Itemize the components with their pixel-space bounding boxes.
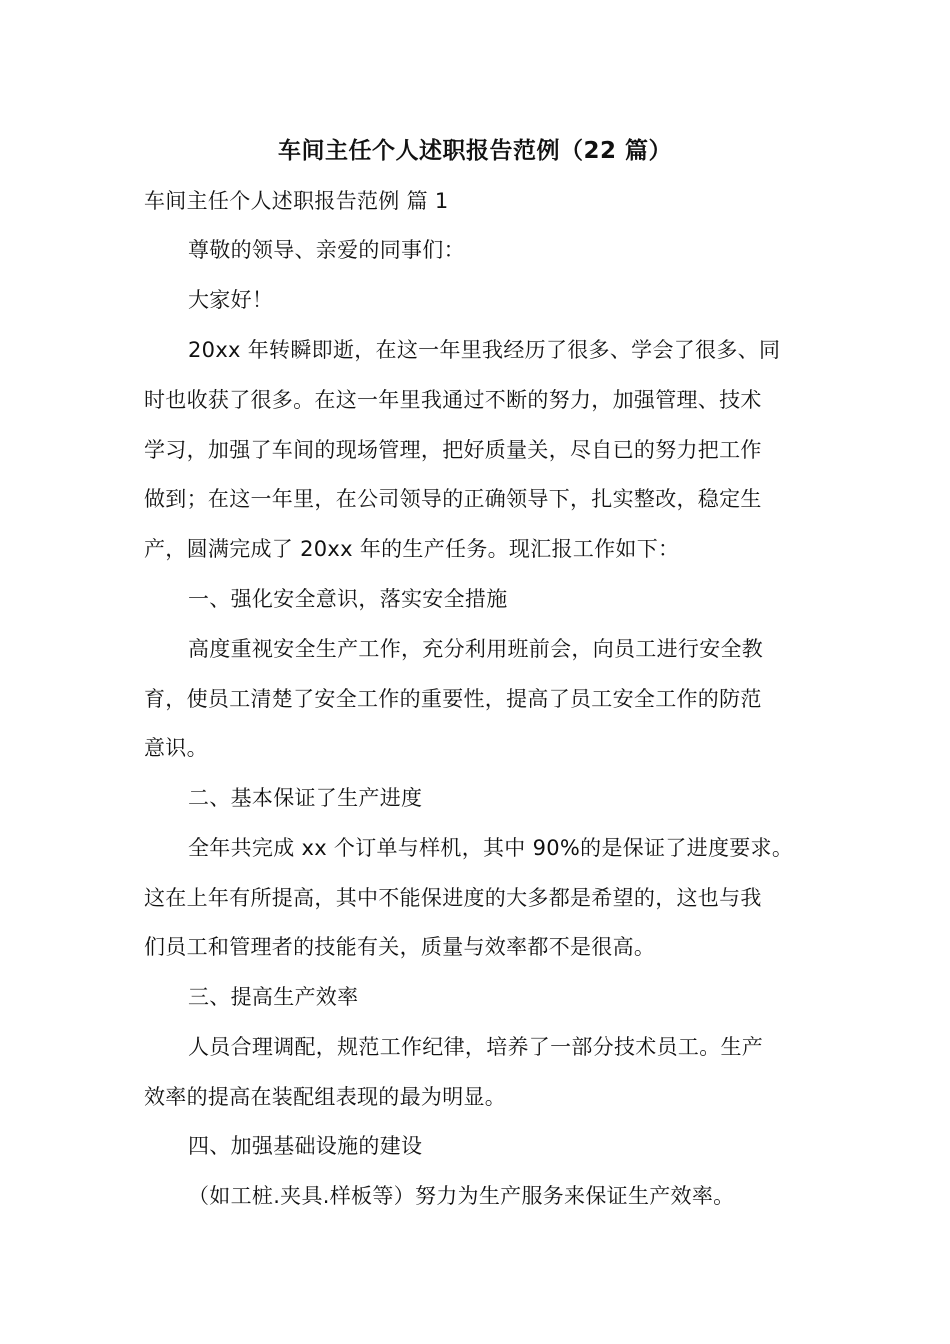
document-title: 车间主任个人述职报告范例（22 篇） xyxy=(277,138,672,164)
salutation: 尊敬的领导、亲爱的同事们： xyxy=(188,238,465,262)
body-line: 效率的提高在装配组表现的最为明显。 xyxy=(144,1085,507,1109)
body-line: （如工桩.夹具.样板等）努力为生产服务来保证生产效率。 xyxy=(188,1184,735,1208)
section-heading-2: 二、基本保证了生产进度 xyxy=(188,786,423,810)
article-heading: 车间主任个人述职报告范例 篇 1 xyxy=(144,189,449,213)
body-line: 20xx 年转瞬即逝，在这一年里我经历了很多、学会了很多、同 xyxy=(188,338,781,362)
section-heading-4: 四、加强基础设施的建设 xyxy=(188,1134,423,1158)
body-line: 意识。 xyxy=(144,736,208,760)
body-line: 这在上年有所提高，其中不能保进度的大多都是希望的，这也与我 xyxy=(144,886,762,910)
body-line: 全年共完成 xx 个订单与样机，其中 90%的是保证了进度要求。 xyxy=(188,836,794,860)
body-line: 育，使员工清楚了安全工作的重要性，提高了员工安全工作的防范 xyxy=(144,687,762,711)
body-line: 时也收获了很多。在这一年里我通过不断的努力，加强管理、技术 xyxy=(144,388,762,412)
body-line: 产，圆满完成了 20xx 年的生产任务。现汇报工作如下： xyxy=(144,537,680,561)
body-line: 学习，加强了车间的现场管理，把好质量关，尽自已的努力把工作 xyxy=(144,438,762,462)
section-heading-1: 一、强化安全意识，落实安全措施 xyxy=(188,587,508,611)
body-line: 高度重视安全生产工作，充分利用班前会，向员工进行安全教 xyxy=(188,637,764,661)
body-line: 人员合理调配，规范工作纪律，培养了一部分技术员工。生产 xyxy=(188,1035,764,1059)
body-line: 们员工和管理者的技能有关，质量与效率都不是很高。 xyxy=(144,935,656,959)
greeting: 大家好！ xyxy=(188,288,274,312)
body-line: 做到；在这一年里，在公司领导的正确领导下，扎实整改，稳定生 xyxy=(144,487,762,511)
section-heading-3: 三、提高生产效率 xyxy=(188,985,359,1009)
